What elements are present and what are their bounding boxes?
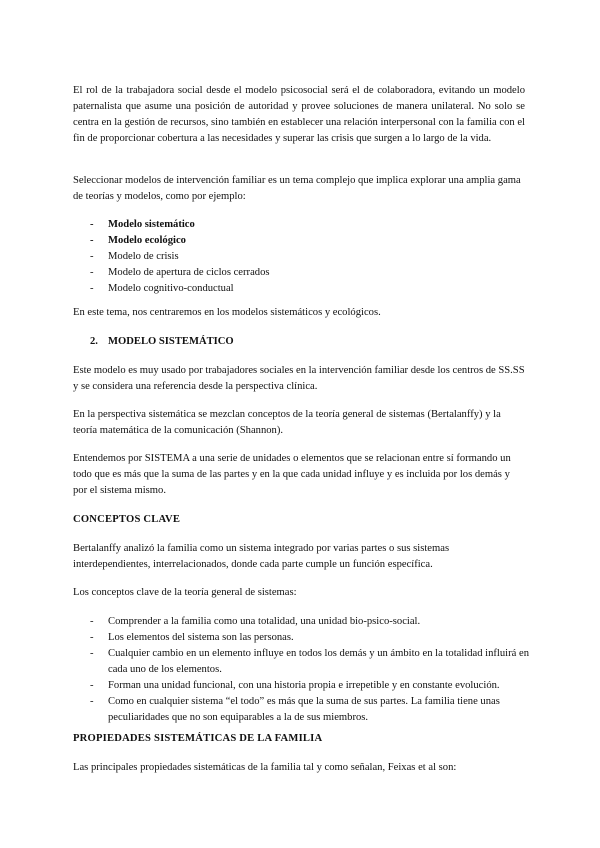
list-item: - Como en cualquier sistema “el todo” es más que la suma de sus partes. La familia tiene unas peculiaridades que no son equiparables a la de sus miembros. — [90, 694, 530, 726]
paragraph-family-properties: Las principales propiedades sistemáticas de la familia tal y como señalan, Feixas et al son: — [73, 762, 457, 773]
list-item: - Modelo de apertura de ciclos cerrados — [90, 265, 530, 281]
key-concepts-list — [90, 614, 530, 726]
models-list — [90, 217, 530, 297]
list-item: - Modelo ecológico — [90, 233, 530, 249]
heading-conceptos-clave: CONCEPTOS CLAVE — [73, 514, 181, 525]
paragraph-topic-focus: En este tema, nos centraremos en los modelos sistemáticos y ecológicos. — [73, 307, 381, 318]
list-item: - Modelo sistemático — [90, 217, 530, 233]
paragraph-social-worker-role: El rol de la trabajadora social desde el modelo psicosocial será el de colaboradora, evitando un modelo paternalista que asume una posición de autoridad y provee soluciones de manera unilateral. No solo se centra en la gestión de recursos, sino también en establecer una relación interpersonal con la familia con el fin de proporcionar cobertura a las necesidades y superar las crisis que surgen a lo largo de la vida. — [73, 85, 525, 144]
list-item: - Modelo de crisis — [90, 249, 530, 265]
paragraph-systemic-perspective: En la perspectiva sistemática se mezclan conceptos de la teoría general de sistemas (Bertalanffy) y la teoría matemática de la comunicación (Shannon). — [73, 409, 501, 436]
section-title: MODELO SISTEMÁTICO — [108, 336, 234, 347]
paragraph-key-concepts-intro: Los conceptos clave de la teoría general de sistemas: — [73, 587, 297, 598]
section-heading-modelo-sistematico — [90, 334, 234, 350]
paragraph-model-usage: Este modelo es muy usado por trabajadores sociales en la intervención familiar desde los centros de SS.SS y se considera una referencia desde la perspectiva clínica. — [73, 365, 525, 392]
list-item: - Cualquier cambio en un elemento influye en todos los demás y un ámbito en la totalidad influirá en cada uno de los elementos. — [90, 646, 530, 678]
list-item: - Comprender a la familia como una totalidad, una unidad bio-psico-social. — [90, 614, 530, 630]
paragraph-system-definition: Entendemos por SISTEMA a una serie de unidades o elementos que se relacionan entre sí formando un todo que es más que la suma de las partes y en la que cada unidad influye y es incluida por los demás y por el sistema mismo. — [73, 453, 511, 496]
paragraph-bertalanffy: Bertalanffy analizó la familia como un sistema integrado por varias partes o sus sistemas interdependientes, interrelacionados, donde cada parte cumple un función específica. — [73, 543, 450, 570]
list-item: - Forman una unidad funcional, con una historia propia e irrepetible y en constante evolución. — [90, 678, 530, 694]
list-item: - Modelo cognitivo-conductual — [90, 281, 530, 297]
heading-propiedades-sistematicas: PROPIEDADES SISTEMÁTICAS DE LA FAMILIA — [73, 733, 323, 744]
paragraph-intervention-models: Seleccionar modelos de intervención familiar es un tema complejo que implica explorar una amplia gama de teorías y modelos, como por ejemplo: — [73, 175, 521, 202]
section-number: 2. — [90, 336, 98, 347]
list-item: - Los elementos del sistema son las personas. — [90, 630, 530, 646]
